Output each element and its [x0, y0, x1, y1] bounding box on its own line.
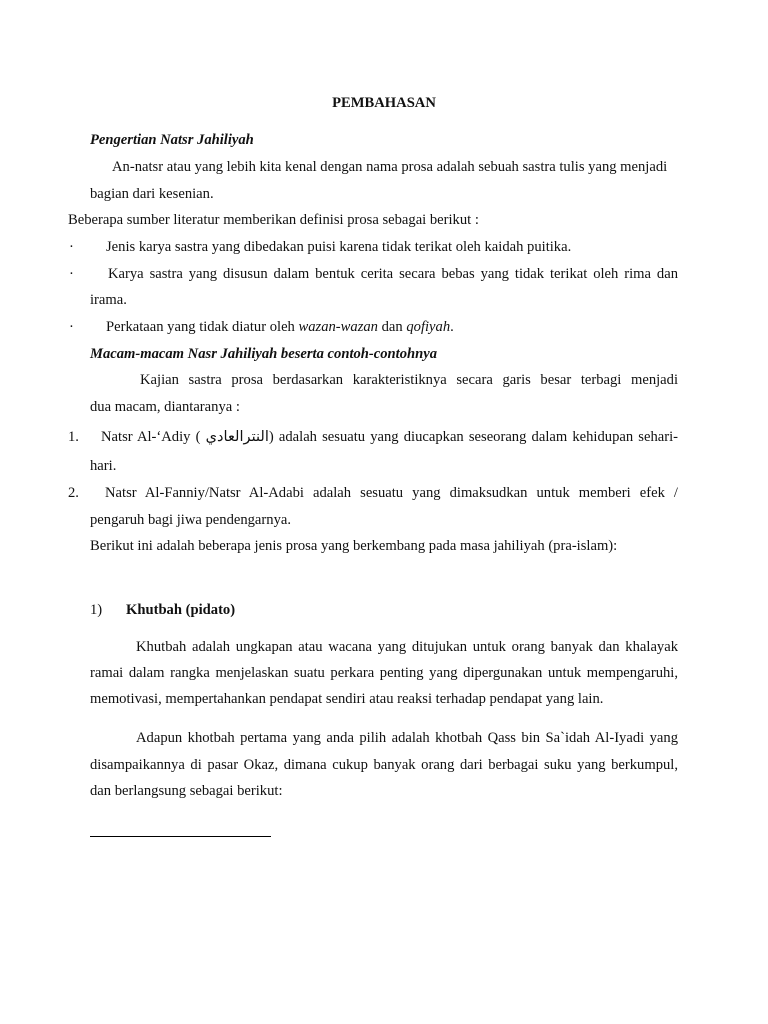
bullet-continuation: irama.: [90, 292, 127, 308]
paragraph-line: Khutbah adalah ungkapan atau wacana yang ditujukan untuk orang banyak dan khalayak: [136, 639, 678, 655]
bullet-text: Jenis karya sastra yang dibedakan puisi karena tidak terikat oleh kaidah puitika.: [106, 239, 572, 255]
definition-intro: Beberapa sumber literatur memberikan definisi prosa sebagai berikut :: [68, 212, 479, 228]
page-title: PEMBAHASAN: [332, 95, 436, 111]
bullet-marker: ·: [69, 319, 74, 335]
paragraph-line: Kajian sastra prosa berdasarkan karakteristiknya secara garis besar terbagi menjadi: [140, 372, 678, 388]
bullet-text: Perkataan yang tidak diatur oleh wazan-wazan dan qofiyah.: [106, 319, 454, 335]
bullet-marker: ·: [69, 239, 74, 255]
footnote-separator: [90, 836, 271, 837]
subsection-heading-khutbah: Khutbah (pidato): [126, 602, 236, 618]
bullet-text: Karya sastra yang disusun dalam bentuk cerita secara bebas yang tidak terikat oleh rima dan: [108, 266, 678, 282]
paragraph-line: bagian dari kesenian.: [90, 186, 214, 202]
subsection-number: 1): [90, 602, 103, 618]
paragraph-line: memotivasi, mempertahankan pendapat sendiri atau reaksi terhadap pendapat yang lain.: [90, 691, 604, 707]
list-item-continuation: pengaruh bagi jiwa pendengarnya.: [90, 512, 291, 528]
list-item-text: Natsr Al-‘Adiy ( النترالعادي) adalah sesuatu yang diucapkan seseorang dalam kehidupan sehari-: [101, 429, 678, 445]
list-number: 2.: [68, 485, 79, 501]
paragraph-line: dua macam, diantaranya :: [90, 399, 240, 415]
paragraph-line: dan berlangsung sebagai berikut:: [90, 783, 283, 799]
paragraph-line: ramai dalam rangka menjelaskan suatu perkara penting yang dipergunakan untuk mempengaruhi,: [90, 665, 678, 681]
section-heading-pengertian: Pengertian Natsr Jahiliyah: [90, 132, 254, 148]
paragraph-line: Berikut ini adalah beberapa jenis prosa yang berkembang pada masa jahiliyah (pra-islam):: [90, 538, 618, 554]
list-item-continuation: hari.: [90, 458, 117, 474]
list-item-text: Natsr Al-Fanniy/Natsr Al-Adabi adalah sesuatu yang dimaksudkan untuk memberi efek /: [105, 485, 678, 501]
bullet-marker: ·: [69, 266, 74, 282]
list-number: 1.: [68, 429, 79, 445]
section-heading-macam: Macam-macam Nasr Jahiliyah beserta contoh-contohnya: [90, 346, 438, 362]
paragraph-line: disampaikannya di pasar Okaz, dimana cukup banyak orang dari berbagai suku yang berkumpul,: [90, 757, 678, 773]
paragraph-line: An-natsr atau yang lebih kita kenal dengan nama prosa adalah sebuah sastra tulis yang menjadi: [112, 159, 668, 175]
paragraph-line: Adapun khotbah pertama yang anda pilih adalah khotbah Qass bin Sa`idah Al-Iyadi yang: [136, 730, 678, 746]
